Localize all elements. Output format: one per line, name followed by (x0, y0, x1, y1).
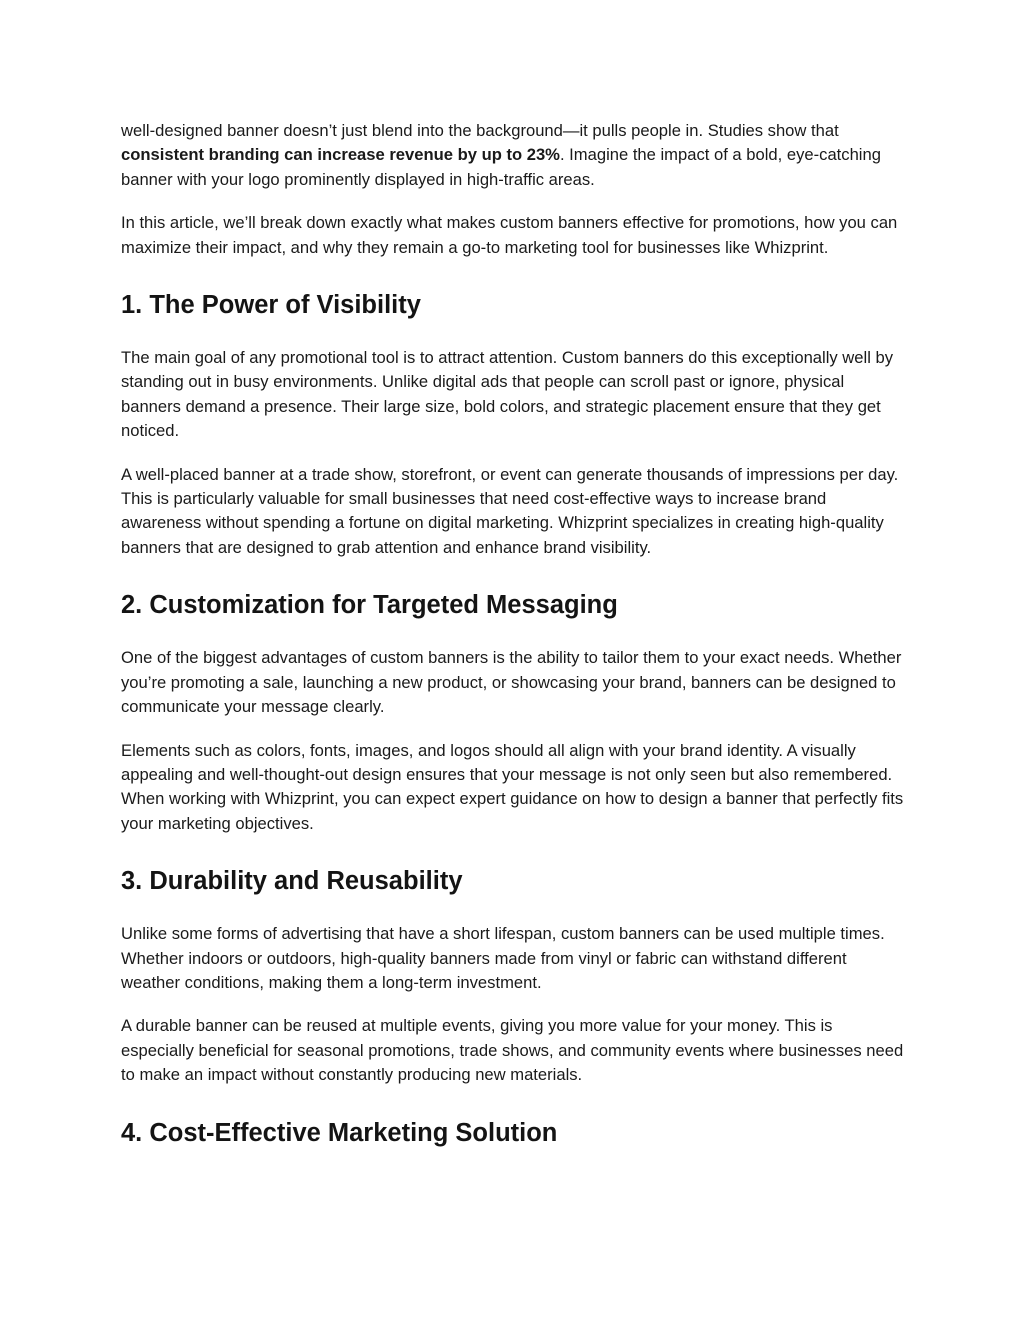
section-paragraph: The main goal of any promotional tool is to attract attention. Custom banners do this exceptionally well by standing out in busy environments. Unlike digital ads that people can scroll past or ignore, physical banners demand a presence. Their large size, bold colors, and strategic placement ensure that they get noticed. (121, 348, 894, 441)
intro-text-before: well-designed banner doesn’t just blend into the background—it pulls people in. Studies show that (121, 121, 839, 140)
intro-paragraph-1 (121, 119, 906, 192)
intro-text-after: . Imagine the impact of a bold, eye-catching banner with your logo prominently displayed in high-traffic areas. (121, 145, 881, 189)
intro-bold-claim: consistent branding can increase revenue by up to 23% (121, 145, 560, 165)
section-heading-customization: 2. Customization for Targeted Messaging (121, 591, 618, 620)
section-heading-cost-effective: 4. Cost-Effective Marketing Solution (121, 1118, 558, 1147)
section-paragraph: A durable banner can be reused at multiple events, giving you more value for your money. This is especially beneficial for seasonal promotions, trade shows, and community events where businesses need to make an impact without constantly producing new materials. (121, 1016, 904, 1085)
section-paragraph: A well-placed banner at a trade show, storefront, or event can generate thousands of impressions per day. This is particularly valuable for small businesses that need cost-effective ways to increase brand awareness without spending a fortune on digital marketing. Whizprint specializes in creating high-quality banners that are designed to grab attention and enhance brand visibility. (121, 464, 899, 557)
document-page (121, 119, 906, 1174)
section-paragraph: One of the biggest advantages of custom banners is the ability to tailor them to your exact needs. Whether you’re promoting a sale, launching a new product, or showcasing your brand, banners can be designed to communicate your message clearly. (121, 648, 902, 717)
section-paragraph: Elements such as colors, fonts, images, and logos should all align with your brand identity. A visually appealing and well-thought-out design ensures that your message is not only seen but also remembered. When working with Whizprint, you can expect expert guidance on how to design a banner that perfectly fits your marketing objectives. (121, 740, 904, 833)
section-paragraph: Unlike some forms of advertising that have a short lifespan, custom banners can be used multiple times. Whether indoors or outdoors, high-quality banners made from vinyl or fabric can withstand different weather conditions, making them a long-term investment. (121, 924, 885, 992)
intro-paragraph-2: In this article, we’ll break down exactly what makes custom banners effective for promotions, how you can maximize their impact, and why they remain a go-to marketing tool for businesses like Whizprint. (121, 213, 898, 257)
section-heading-durability: 3. Durability and Reusability (121, 867, 463, 896)
section-heading-visibility: 1. The Power of Visibility (121, 291, 421, 320)
